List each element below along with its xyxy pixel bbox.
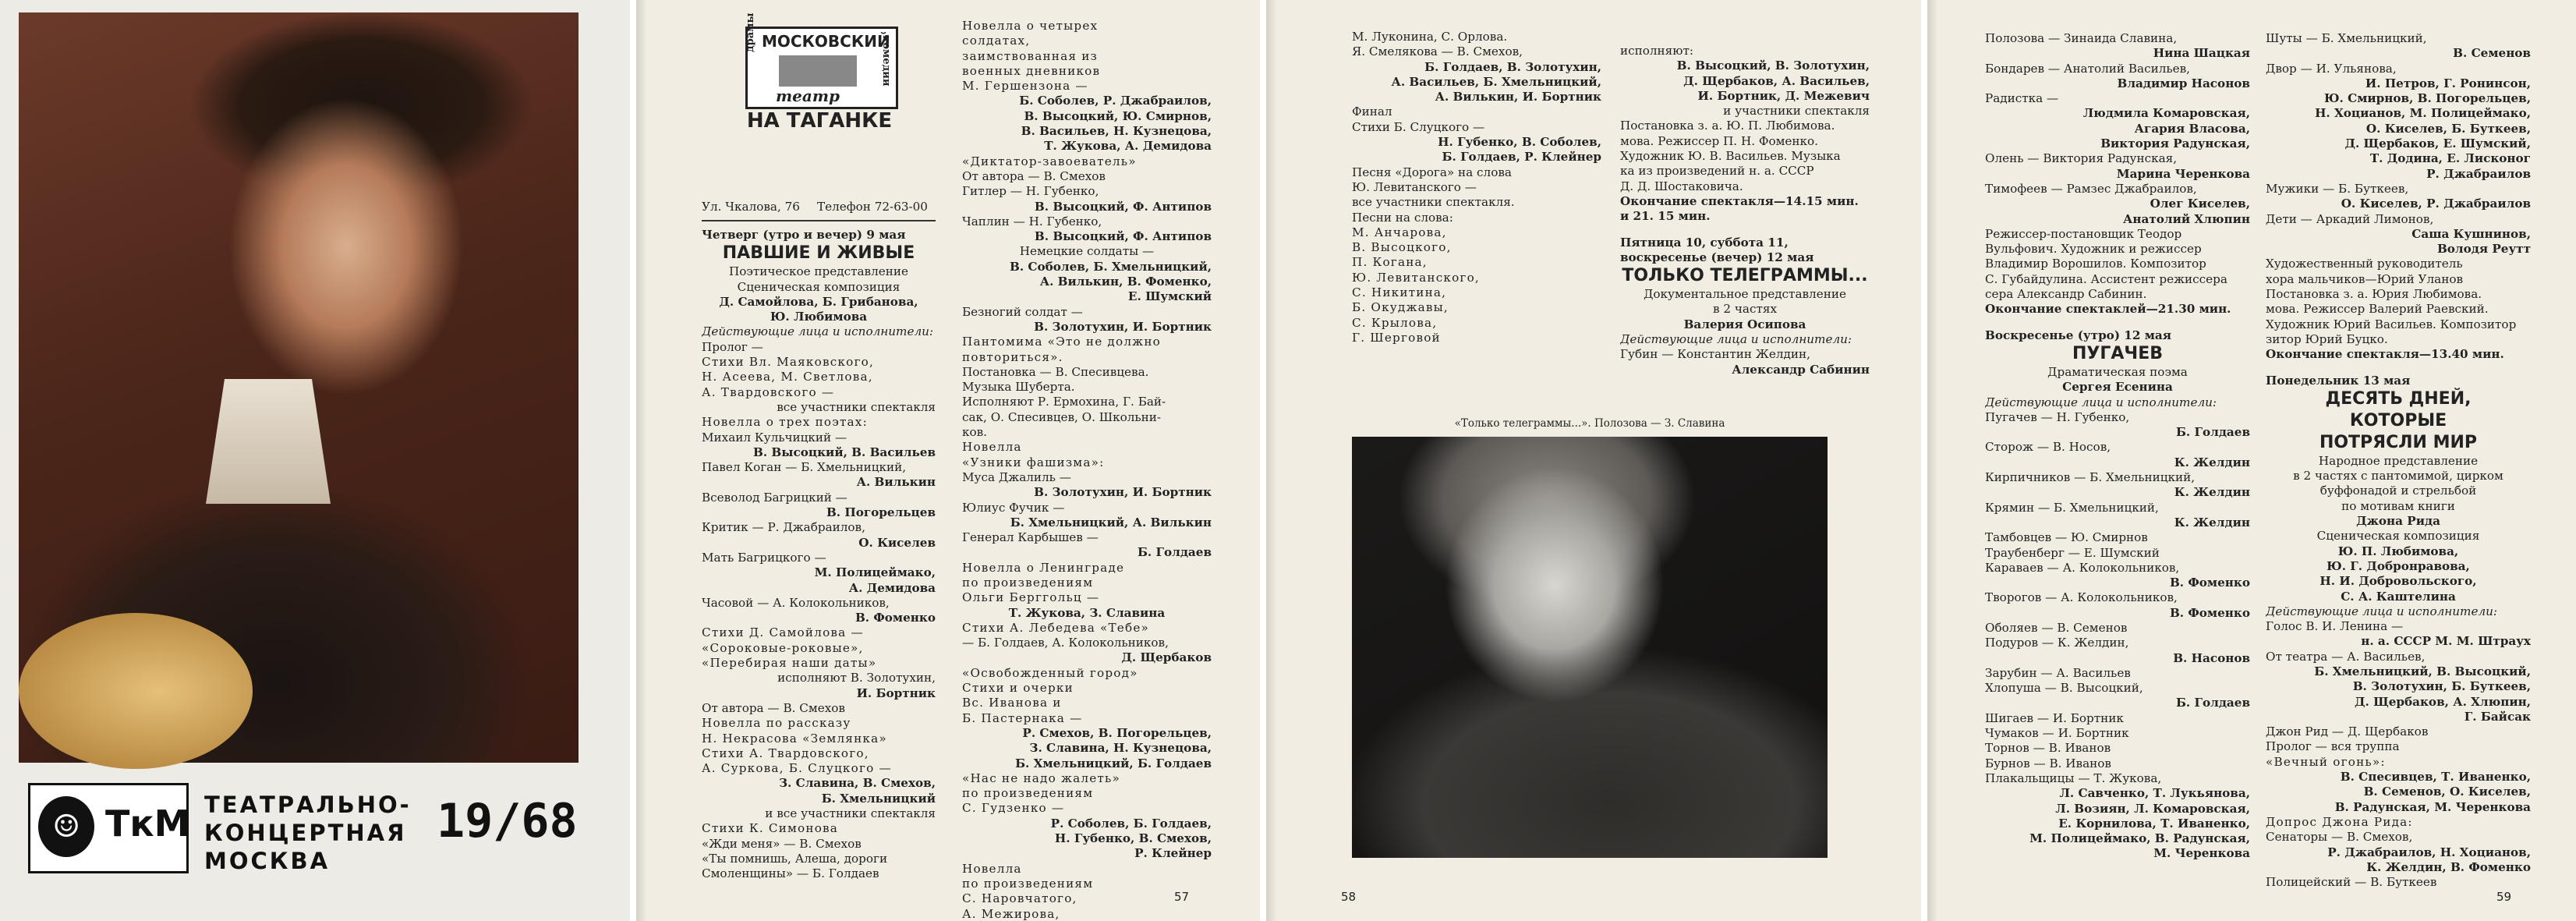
text-line: Р. Соболев, Б. Голдаев, (1050, 816, 1212, 831)
text-line: военных дневников (962, 63, 1101, 78)
text-line: Постановка — В. Спесивцева. (962, 364, 1149, 379)
text-line: Р. Джабраилов (2426, 166, 2531, 181)
text-line: В. Фоменко (855, 611, 936, 625)
text-line: Постановка з. а. Ю. П. Любимова. (1620, 119, 1835, 133)
text-line: Допрос Джона Рида: (2266, 814, 2413, 829)
text-line: Р. Смехов, В. Погорельцев, (1022, 725, 1212, 740)
text-line: А. Вилькин, В. Фоменко, (1039, 275, 1212, 289)
text-line: Стихи А. Твардовского, (702, 746, 869, 760)
text-line: исполняют: (1620, 44, 1693, 58)
text-line: Б. Соболев, Р. Джабраилов, (1019, 94, 1212, 108)
text-line: Пролог — (702, 339, 763, 354)
text-line: В. Высоцкий, Ф. Антипов (1034, 229, 1212, 244)
text-line: В. Семенов (2453, 46, 2531, 61)
text-line: Воскресенье (утро) 12 мая (1985, 328, 2171, 342)
text-line: В. Фоменко (2169, 576, 2250, 590)
text-line: н. а. СССР М. М. Штраух (2361, 634, 2531, 649)
text-line: зитор Юрий Буцко. (2266, 331, 2388, 346)
text-line: Бондарев — Анатолий Васильев, (1985, 61, 2191, 76)
text-line: Я. Смелякова — В. Смехов, (1352, 44, 1523, 59)
theatre-logo-left: драмы (745, 12, 756, 52)
text-line: и все участники спектакля (765, 806, 936, 820)
text-line: Олень — Виктория Радунская, (1985, 151, 2178, 166)
text-line: Траубенберг — Е. Шумский (1985, 545, 2160, 560)
text-line: Б. Хмельницкий, В. Высоцкий, (2314, 664, 2531, 678)
text-line: И. Бортник (856, 685, 936, 700)
play-title: КОТОРЫЕ (2349, 410, 2447, 430)
text-line: Джон Рид — Д. Щербаков (2266, 724, 2429, 739)
text-line: «Ты помнишь, Алеша, дороги (702, 851, 888, 866)
text-line: От автора — В. Смехов (702, 700, 845, 715)
text-line: З. Славина, В. Смехов, (779, 776, 936, 791)
text-line: В. Золотухин, Б. Буткеев, (2352, 679, 2531, 694)
divider (702, 220, 936, 221)
text-line: — Б. Голдаев, А. Колокольников, (962, 636, 1169, 650)
text-line: сак, О. Спесивцев, О. Школьни- (962, 409, 1162, 424)
text-line: М. Черенкова (2153, 846, 2250, 861)
text-line: Юлиус Фучик — (962, 500, 1065, 515)
text-line: Н. Губенко, В. Соболев, (1438, 135, 1601, 150)
text-line: «Диктатор-завоеватель» (962, 154, 1137, 168)
text-line: В. Высоцкого, (1352, 240, 1452, 255)
text-line: Народное представление (2318, 453, 2479, 468)
text-line: Р. Клейнер (1134, 846, 1212, 861)
text-line: Михаил Кульчицкий — (702, 430, 847, 445)
text-line: Гитлер — Н. Губенко, (962, 184, 1099, 199)
spacer (1620, 225, 1870, 236)
text-line: Сценическая композиция (737, 279, 901, 294)
cover-photo-shirt (206, 379, 331, 504)
text-line: Зарубин — А. Васильев (1985, 665, 2131, 680)
logo-text: ТкМ (105, 802, 190, 845)
text-line: Стихи К. Симонова (702, 821, 839, 836)
text-line: и 21. 15 мин. (1620, 209, 1711, 224)
text-line: М. Гершензона — (962, 79, 1088, 94)
text-line: Генерал Карбышев — (962, 530, 1099, 545)
text-line: Новелла о Ленинграде (962, 560, 1125, 575)
text-line: С. Крылова, (1352, 315, 1438, 330)
text-line: Действующие лица и исполнители: (2266, 604, 2498, 618)
text-line: ков. (962, 425, 988, 440)
text-line: по мотивам книги (2341, 498, 2455, 513)
page-number: 57 (1174, 890, 1190, 904)
cover-photo (19, 12, 579, 763)
text-line: Павел Коган — Б. Хмельницкий, (702, 460, 907, 475)
photo-caption: «Только телеграммы...». Полозова — З. Славина (1454, 417, 1725, 430)
text-line: С. Никитина, (1352, 285, 1447, 300)
text-line: От автора — В. Смехов (962, 168, 1106, 183)
text-line: «Освобожденный город» (962, 665, 1138, 680)
text-line: В. Погорельцев (826, 505, 936, 520)
text-line: С. Гудзенко — (962, 801, 1065, 816)
text-line: Сергея Есенина (2062, 380, 2173, 395)
text-line: хора мальчиков—Юрий Уланов (2266, 271, 2464, 286)
text-line: Новелла (962, 440, 1022, 455)
page-59-right-column (2266, 31, 2531, 890)
text-line: Действующие лица и исполнители: (702, 324, 934, 339)
text-line: по произведениям (962, 876, 1094, 891)
text-line: А. Вилькин (856, 475, 936, 490)
text-line: Ольги Берггольц — (962, 590, 1100, 605)
text-line: С. Наровчатого, (962, 891, 1077, 906)
text-line: Дети — Аркадий Лимонов, (2266, 211, 2434, 226)
text-line: Владимир Насонов (2117, 76, 2250, 90)
text-line: Володя Реутт (2436, 242, 2531, 257)
text-line: Нина Шацкая (2153, 46, 2250, 61)
text-line: Б. Голдаев, В. Золотухин, (1424, 59, 1601, 74)
text-line: Г. Шерговой (1352, 330, 1441, 345)
text-line: Художник Ю. В. Васильев. Музыка (1620, 149, 1841, 164)
theatre-address: Ул. Чкалова, 76 (702, 200, 800, 214)
actress-photo (1352, 437, 1828, 858)
spacer (1985, 317, 2250, 328)
text-line: Пролог — вся труппа (2266, 739, 2400, 754)
text-line: Д. Щербаков, Е. Шумский, (2344, 136, 2531, 151)
text-line: по произведениям (962, 575, 1094, 590)
text-line: Окончание спектакля—14.15 мин. (1620, 193, 1859, 208)
text-line: А. Васильев, Б. Хмельницкий, (1391, 74, 1601, 89)
text-line: В. Высоцкий, В. Васильев (753, 445, 936, 459)
text-line: В. Высоцкий, Ю. Смирнов, (1024, 108, 1212, 123)
text-line: Стихи Вл. Маяковского, (702, 355, 874, 370)
text-line: Губин — Константин Желдин, (1620, 347, 1810, 362)
text-line: Художник Юрий Васильев. Композитор (2266, 317, 2517, 331)
magazine-cover (0, 0, 630, 921)
text-line: Музыка Шуберта. (962, 380, 1075, 395)
text-line: Л. Савченко, Т. Лукьянова, (2059, 786, 2250, 801)
text-line: сера Александр Сабинин. (1985, 287, 2147, 302)
text-line: Т. Додина, Е. Лисконог (2369, 151, 2531, 166)
text-line: О. Киселев, Р. Джабраилов (2341, 197, 2531, 211)
text-line: Ю. Левитанского — (1352, 179, 1477, 194)
text-line: Творогов — А. Колокольников, (1985, 590, 2178, 605)
page-57-right-column (962, 19, 1212, 921)
text-line: «Перебирая наши даты» (702, 656, 877, 671)
text-line: мова. Режиссер Валерий Раевский. (2266, 302, 2489, 317)
text-line: Кирпичников — Б. Хмельницкий, (1985, 470, 2196, 485)
spacer (2266, 363, 2531, 374)
text-line: Всеволод Багрицкий — (702, 490, 847, 505)
text-line: Пантомима «Это не должно (962, 335, 1162, 349)
play-title: ПАВШИЕ И ЖИВЫЕ (722, 243, 915, 264)
text-line: Е. Шумский (1127, 289, 1212, 304)
text-line: Поэтическое представление (729, 264, 908, 279)
page-fold-shadow (1266, 0, 1277, 921)
text-line: К. Желдин (2174, 455, 2250, 469)
text-line: Ю. П. Любимова, (2337, 544, 2459, 558)
text-line: К. Желдин, В. Фоменко (2366, 859, 2531, 874)
text-line: Исполняют Р. Ермохина, Г. Бай- (962, 395, 1166, 409)
text-line: Действующие лица и исполнители: (1985, 395, 2217, 409)
theatre-mask-icon: ☺ (38, 796, 94, 857)
text-line: Агария Власова, (2134, 121, 2250, 136)
text-line: В. Васильев, Н. Кузнецова, (1021, 124, 1212, 139)
text-line: Д. Щербаков, А. Хлюпин, (2355, 694, 2531, 709)
text-line: Р. Джабраилов, Н. Хоцианов, (2327, 845, 2531, 859)
text-line: Джона Рида (2356, 514, 2440, 529)
page-57 (636, 0, 1260, 921)
text-line: Олег Киселев, (2150, 197, 2250, 211)
text-line: Е. Корнилова, Т. Иваненко, (2058, 816, 2250, 831)
text-line: Караваев — А. Колокольников, (1985, 560, 2180, 575)
text-line: Подуров — К. Желдин, (1985, 636, 2129, 650)
text-line: В. Семенов, О. Киселев, (2363, 785, 2531, 799)
text-line: А. Вилькин, И. Бортник (1435, 90, 1601, 104)
text-line: Б. Хмельницкий, Б. Голдаев (1015, 756, 1212, 770)
text-line: буффонадой и стрельбой (2319, 484, 2477, 498)
page-58-right-column (1620, 44, 1870, 377)
text-line: «Узники фашизма»: (962, 455, 1105, 469)
text-line: Шуты — Б. Хмельницкий, (2266, 31, 2427, 45)
text-line: Постановка з. а. Юрия Любимова. (2266, 287, 2482, 302)
issue-number: 19/68 (437, 794, 578, 848)
text-line: заимствованная из (962, 48, 1098, 63)
text-line: З. Славина, Н. Кузнецова, (1029, 741, 1212, 756)
play-title: ПОТРЯСЛИ МИР (2319, 432, 2478, 452)
text-line: солдатах, (962, 34, 1031, 48)
text-line: и участники спектакля (1723, 104, 1870, 119)
text-line: Н. Асеева, М. Светлова, (702, 370, 873, 384)
theatre-logo-top: МОСКОВСКИЙ (762, 32, 890, 51)
text-line: Муса Джалиль — (962, 469, 1071, 484)
text-line: «Вечный огонь»: (2266, 754, 2386, 769)
text-line: Чумаков — И. Бортник (1985, 726, 2129, 741)
text-line: Стихи и очерки (962, 681, 1074, 696)
text-line: Новелла (962, 861, 1022, 876)
text-line: Б. Голдаев, Р. Клейнер (1442, 150, 1601, 165)
text-line: В. Золотухин, И. Бортник (1034, 485, 1212, 500)
text-line: Сценическая композиция (2316, 529, 2480, 544)
text-line: Смоленщины» — Б. Голдаев (702, 866, 879, 881)
page-number: 58 (1341, 890, 1357, 904)
text-line: А. Суркова, Б. Слуцкого — (702, 761, 892, 776)
text-line: О. Киселев, Б. Буткеев, (2365, 121, 2531, 136)
text-line: Б. Хмельницкий (821, 791, 936, 806)
text-line: Двор — И. Ульянова, (2266, 61, 2397, 76)
text-line: повториться». (962, 349, 1063, 364)
text-line: О. Киселев (858, 535, 936, 550)
text-line: Безногий солдат — (962, 304, 1083, 319)
text-line: Финал (1352, 104, 1392, 119)
text-line: Крямин — Б. Хмельницкий, (1985, 500, 2159, 515)
text-line: Стихи Б. Слуцкого — (1352, 119, 1485, 134)
text-line: Художественный руководитель (2266, 257, 2463, 271)
text-line: «Сороковые-роковые», (702, 640, 864, 655)
text-line: Т. Жукова, З. Славина (1008, 605, 1166, 620)
text-line: Вс. Иванова и (962, 696, 1062, 710)
text-line: Сенаторы — В. Смехов, (2266, 830, 2413, 845)
magazine-title-line: ТЕАТРАЛЬНО- (204, 792, 412, 818)
text-line: К. Желдин (2174, 485, 2250, 500)
text-line: Владимир Ворошилов. Композитор (1985, 257, 2206, 271)
text-line: Стихи Д. Самойлова — (702, 625, 864, 640)
text-line: Режиссер-постановщик Теодор (1985, 226, 2182, 241)
text-line: Немецкие солдаты — (1019, 244, 1155, 259)
text-line: М. Луконина, С. Орлова. (1352, 30, 1508, 44)
text-line: в 2 частях (1712, 302, 1778, 317)
text-line: Г. Байсак (2464, 709, 2531, 724)
text-line: Мать Багрицкого — (702, 550, 826, 565)
text-line: Д. Щербаков (1121, 650, 1212, 665)
page-57-left-column (702, 228, 936, 881)
text-line: Торнов — В. Иванов (1985, 741, 2111, 756)
text-line: Голос В. И. Ленина — (2266, 619, 2404, 634)
text-line: Окончание спектакля—13.40 мин. (2266, 347, 2504, 362)
text-line: Н. И. Добровольского, (2319, 574, 2477, 589)
magazine-title-line: МОСКВА (204, 848, 331, 874)
page-fold-shadow (636, 0, 647, 921)
magazine-title (204, 791, 412, 875)
text-line: Полицейский — В. Буткеев (2266, 875, 2437, 890)
text-line: мова. Режиссер П. Н. Фоменко. (1620, 133, 1819, 148)
text-line: Оболяев — В. Семенов (1985, 620, 2128, 635)
text-line: Л. Возиян, Л. Комаровская, (2055, 801, 2250, 816)
text-line: ка из произведений н. а. СССР (1620, 164, 1814, 179)
page-59-left-column (1985, 31, 2250, 862)
text-line: Сторож — В. Носов, (1985, 440, 2111, 455)
text-line: Ю. Г. Добронравова, (2327, 558, 2470, 573)
text-line: Б. Голдаев (1137, 545, 1212, 560)
text-line: Вульфович. Художник и режиссер (1985, 242, 2202, 257)
text-line: В. Радунская, М. Черенкова (2334, 799, 2531, 814)
theatre-logo-right: комедии (880, 35, 892, 87)
text-line: «Жди меня» — В. Смехов (702, 836, 862, 851)
theatre-phone: Телефон 72-63-00 (817, 200, 928, 214)
text-line: Н. Хоцианов, М. Полицеймако, (2315, 106, 2531, 121)
text-line: исполняют В. Золотухин, (777, 671, 936, 685)
text-line: М. Полицеймако, В. Радунская, (2029, 831, 2250, 846)
text-line: Пятница 10, суббота 11, (1620, 235, 1789, 250)
page-59 (1927, 0, 2576, 921)
text-line: Валерия Осипова (1683, 317, 1806, 331)
magazine-logo (28, 783, 189, 873)
text-line: В. Высоцкий, Ф. Антипов (1034, 199, 1212, 214)
text-line: Б. Голдаев (2175, 696, 2250, 710)
text-line: Плакальщицы — Т. Жукова, (1985, 770, 2162, 785)
cover-photo-guitar (19, 613, 253, 769)
text-line: Песни на слова: (1352, 210, 1453, 225)
text-line: С. Губайдулина. Ассистент режиссера (1985, 271, 2227, 286)
text-line: Часовой — А. Колокольников, (702, 595, 890, 610)
text-line: С. А. Каштелина (2341, 589, 2456, 604)
text-line: Бурнов — В. Иванов (1985, 756, 2111, 770)
text-line: Полозова — Зинаида Славина, (1985, 31, 2178, 45)
text-line: Тимофеев — Рамзес Джабраилов, (1985, 181, 2197, 196)
play-title: ТОЛЬКО ТЕЛЕГРАММЫ... (1622, 266, 1868, 286)
text-line: А. Межирова, (962, 906, 1060, 921)
text-line: А. Демидова (848, 580, 936, 595)
text-line: К. Желдин (2174, 515, 2250, 530)
magazine-title-line: КОНЦЕРТНАЯ (204, 820, 407, 846)
text-line: все участники спектакля. (1352, 195, 1515, 210)
text-line: От театра — А. Васильев, (2266, 649, 2426, 664)
text-line: В. Фоменко (2169, 605, 2250, 620)
text-line: Новелла о трех поэтах: (702, 415, 868, 430)
text-line: В. Соболев, Б. Хмельницкий, (1010, 259, 1212, 274)
text-line: А. Твардовского — (702, 384, 835, 399)
text-line: Саша Кушнинов, (2411, 226, 2531, 241)
text-line: Окончание спектаклей—21.30 мин. (1985, 302, 2231, 317)
text-line: Хлопуша — В. Высоцкий, (1985, 681, 2143, 696)
text-line: В. Спесивцев, Т. Иваненко, (2340, 770, 2531, 785)
text-line: Ю. Смирнов, В. Погорельцев, (2323, 91, 2531, 106)
text-line: Б. Пастернака — (962, 710, 1083, 725)
text-line: все участники спектакля (777, 399, 936, 414)
text-line: Анатолий Хлюпин (2123, 211, 2250, 226)
text-line: Песня «Дорога» на слова (1352, 165, 1512, 179)
text-line: В. Насонов (2173, 650, 2250, 665)
play-title: ПУГАЧЕВ (2072, 343, 2163, 363)
text-line: Т. Жукова, А. Демидова (1044, 139, 1212, 154)
text-line: Б. Окуджавы, (1352, 300, 1449, 315)
text-line: Людмила Комаровская, (2082, 106, 2250, 121)
text-line: Н. Некрасова «Землянка» (702, 731, 887, 746)
text-line: «Нас не надо жалеть» (962, 770, 1120, 785)
text-line: И. Петров, Г. Ронинсон, (2365, 76, 2531, 90)
theatre-logo (745, 12, 898, 109)
text-line: Новелла по рассказу (702, 716, 851, 731)
text-line: Чаплин — Н. Губенко, (962, 214, 1102, 228)
text-line: П. Когана, (1352, 255, 1428, 270)
text-line: Д. Щербаков, А. Васильев, (1683, 73, 1870, 88)
text-line: М. Полицеймако, (814, 565, 936, 580)
text-line: воскресенье (вечер) 12 мая (1620, 250, 1814, 264)
text-line: Четверг (утро и вечер) 9 мая (702, 228, 906, 242)
text-line: Стихи А. Лебедева «Тебе» (962, 620, 1150, 635)
text-line: Мужики — Б. Буткеев, (2266, 181, 2409, 196)
page-number: 59 (2496, 890, 2512, 904)
text-line: Новелла о четырех (962, 19, 1099, 33)
text-line: Виктория Радунская, (2100, 136, 2250, 151)
theatre-logo-bottom: театр (776, 87, 840, 105)
page-58 (1266, 0, 1921, 921)
play-title: ДЕСЯТЬ ДНЕЙ, (2325, 388, 2472, 409)
text-line: Александр Сабинин (1732, 362, 1870, 377)
text-line: В. Золотухин, И. Бортник (1034, 319, 1212, 334)
text-line: Документальное представление (1644, 287, 1846, 302)
text-line: Д. Д. Шостаковича. (1620, 179, 1743, 193)
text-line: М. Анчарова, (1352, 225, 1447, 239)
text-line: Тамбовцев — Ю. Смирнов (1985, 530, 2148, 545)
text-line: Понедельник 13 мая (2266, 373, 2411, 388)
text-line: Пугачев — Н. Губенко, (1985, 409, 2130, 424)
text-line: Шигаев — И. Бортник (1985, 710, 2124, 725)
text-line: Н. Губенко, В. Смехов, (1054, 831, 1212, 846)
text-line: В. Высоцкий, В. Золотухин, (1676, 58, 1870, 73)
text-line: Б. Голдаев (2175, 425, 2250, 440)
text-line: Б. Хмельницкий, А. Вилькин (1010, 515, 1212, 530)
text-line: Ю. Любимова (770, 310, 868, 324)
page-fold-shadow (1927, 0, 1938, 921)
text-line: Действующие лица и исполнители: (1620, 332, 1852, 347)
text-line: И. Бортник, Д. Межевич (1697, 88, 1870, 103)
page-58-left-column (1352, 30, 1601, 345)
text-line: Ю. Левитанского, (1352, 270, 1480, 285)
text-line: по произведениям (962, 786, 1094, 801)
text-line: Драматическая поэма (2047, 364, 2188, 379)
text-line: Критик — Р. Джабраилов, (702, 520, 865, 535)
text-line: Радистка — (1985, 91, 2059, 106)
text-line: в 2 частях с пантомимой, цирком (2293, 469, 2503, 484)
text-line: Марина Черенкова (2116, 166, 2250, 181)
theatre-name: НА ТАГАНКЕ (746, 109, 893, 133)
theatre-logo-image (779, 55, 857, 87)
text-line: Д. Самойлова, Б. Грибанова, (719, 294, 918, 309)
